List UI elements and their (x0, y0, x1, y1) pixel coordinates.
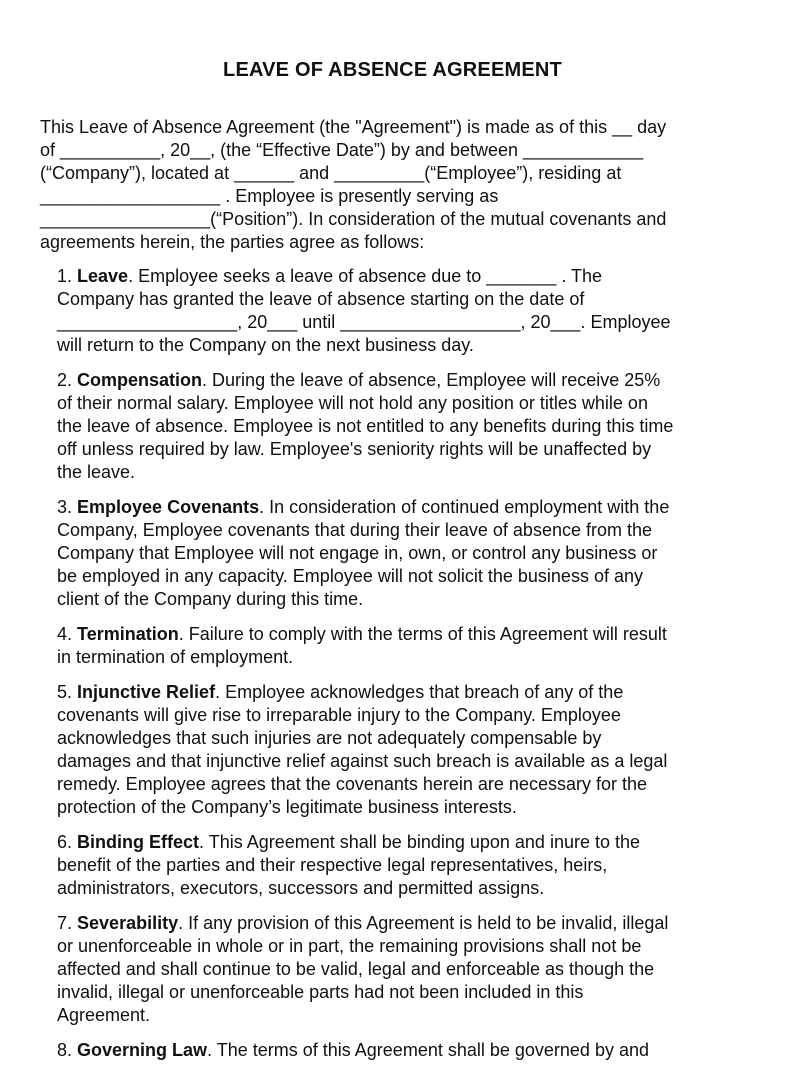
section-line: . If any provision of this Agreement is held to be invalid, illegal (178, 913, 669, 933)
section-line: administrators, executors, successors and permitted assigns. (57, 878, 545, 898)
section-line: of their normal salary. Employee will not hold any position or titles while on (57, 393, 648, 413)
section-governing-law (57, 1039, 762, 1062)
section-line: invalid, illegal or unenforceable parts had not been included in this (57, 982, 584, 1002)
section-heading: Governing Law (77, 1040, 208, 1060)
section-line: . Employee seeks a leave of absence due to _______ . The (128, 266, 603, 286)
section-employee-covenants (57, 496, 762, 611)
section-number: 8. (57, 1040, 73, 1060)
section-line: damages and that injunctive relief against such breach is available as a legal (57, 751, 668, 771)
section-line: Company, Employee covenants that during their leave of absence from the (57, 520, 653, 540)
section-line: . During the leave of absence, Employee will receive 25% (202, 370, 661, 390)
sections-list (57, 265, 762, 1074)
section-heading: Termination (77, 624, 179, 644)
section-line: Agreement. (57, 1005, 151, 1025)
section-number: 5. (57, 682, 73, 702)
section-number: 1. (57, 266, 73, 286)
section-line: be employed in any capacity. Employee will not solicit the business of any (57, 566, 643, 586)
intro-line: of __________, 20__, (the “Effective Date”) by and between ____________ (40, 140, 644, 160)
section-line: the leave. (57, 462, 136, 482)
section-heading: Employee Covenants (77, 497, 260, 517)
intro-line: agreements herein, the parties agree as follows: (40, 232, 425, 252)
section-termination (57, 623, 762, 669)
section-compensation (57, 369, 762, 484)
section-line: . This Agreement shall be binding upon and inure to the (199, 832, 641, 852)
section-line: benefit of the parties and their respective legal representatives, heirs, (57, 855, 608, 875)
section-line: protection of the Company’s legitimate business interests. (57, 797, 517, 817)
section-line: will return to the Company on the next business day. (57, 335, 474, 355)
intro-line: This Leave of Absence Agreement (the "Agreement") is made as of this __ day (40, 117, 667, 137)
intro-line: _________________(“Position”). In consideration of the mutual covenants and (40, 209, 667, 229)
section-line: client of the Company during this time. (57, 589, 364, 609)
section-heading: Binding Effect (77, 832, 200, 852)
section-heading: Compensation (77, 370, 203, 390)
section-line: Company that Employee will not engage in, own, or control any business or (57, 543, 658, 563)
section-line: covenants will give rise to irreparable injury to the Company. Employee (57, 705, 621, 725)
section-line: acknowledges that such injuries are not adequately compensable by (57, 728, 602, 748)
intro-line: __________________ . Employee is presently serving as (40, 186, 499, 206)
section-line: . Failure to comply with the terms of this Agreement will result (178, 624, 667, 644)
section-heading: Leave (77, 266, 129, 286)
section-binding-effect (57, 831, 762, 900)
section-line: the leave of absence. Employee is not entitled to any benefits during this time (57, 416, 674, 436)
section-severability (57, 912, 762, 1027)
section-injunctive-relief (57, 681, 762, 819)
section-line: __________________, 20___ until __________________, 20___. Employee (57, 312, 671, 332)
document-title: LEAVE OF ABSENCE AGREEMENT (223, 59, 562, 81)
section-line: or unenforceable in whole or in part, the remaining provisions shall not be (57, 936, 642, 956)
intro-paragraph (40, 116, 760, 254)
section-line: . In consideration of continued employment with the (259, 497, 670, 517)
section-leave (57, 265, 762, 357)
section-line: in termination of employment. (57, 647, 294, 667)
section-number: 7. (57, 913, 73, 933)
section-line: . The terms of this Agreement shall be governed by and (207, 1040, 649, 1060)
section-line: off unless required by law. Employee's seniority rights will be unaffected by (57, 439, 652, 459)
section-line: . Employee acknowledges that breach of any of the (215, 682, 624, 702)
section-number: 4. (57, 624, 73, 644)
section-number: 6. (57, 832, 73, 852)
section-heading: Injunctive Relief (77, 682, 216, 702)
intro-line: (“Company”), located at ______ and _________(“Employee”), residing at (40, 163, 622, 183)
section-number: 3. (57, 497, 73, 517)
section-line: remedy. Employee agrees that the covenants herein are necessary for the (57, 774, 647, 794)
section-line: affected and shall continue to be valid, legal and enforceable as though the (57, 959, 655, 979)
section-heading: Severability (77, 913, 179, 933)
section-line: Company has granted the leave of absence starting on the date of (57, 289, 585, 309)
section-number: 2. (57, 370, 73, 390)
